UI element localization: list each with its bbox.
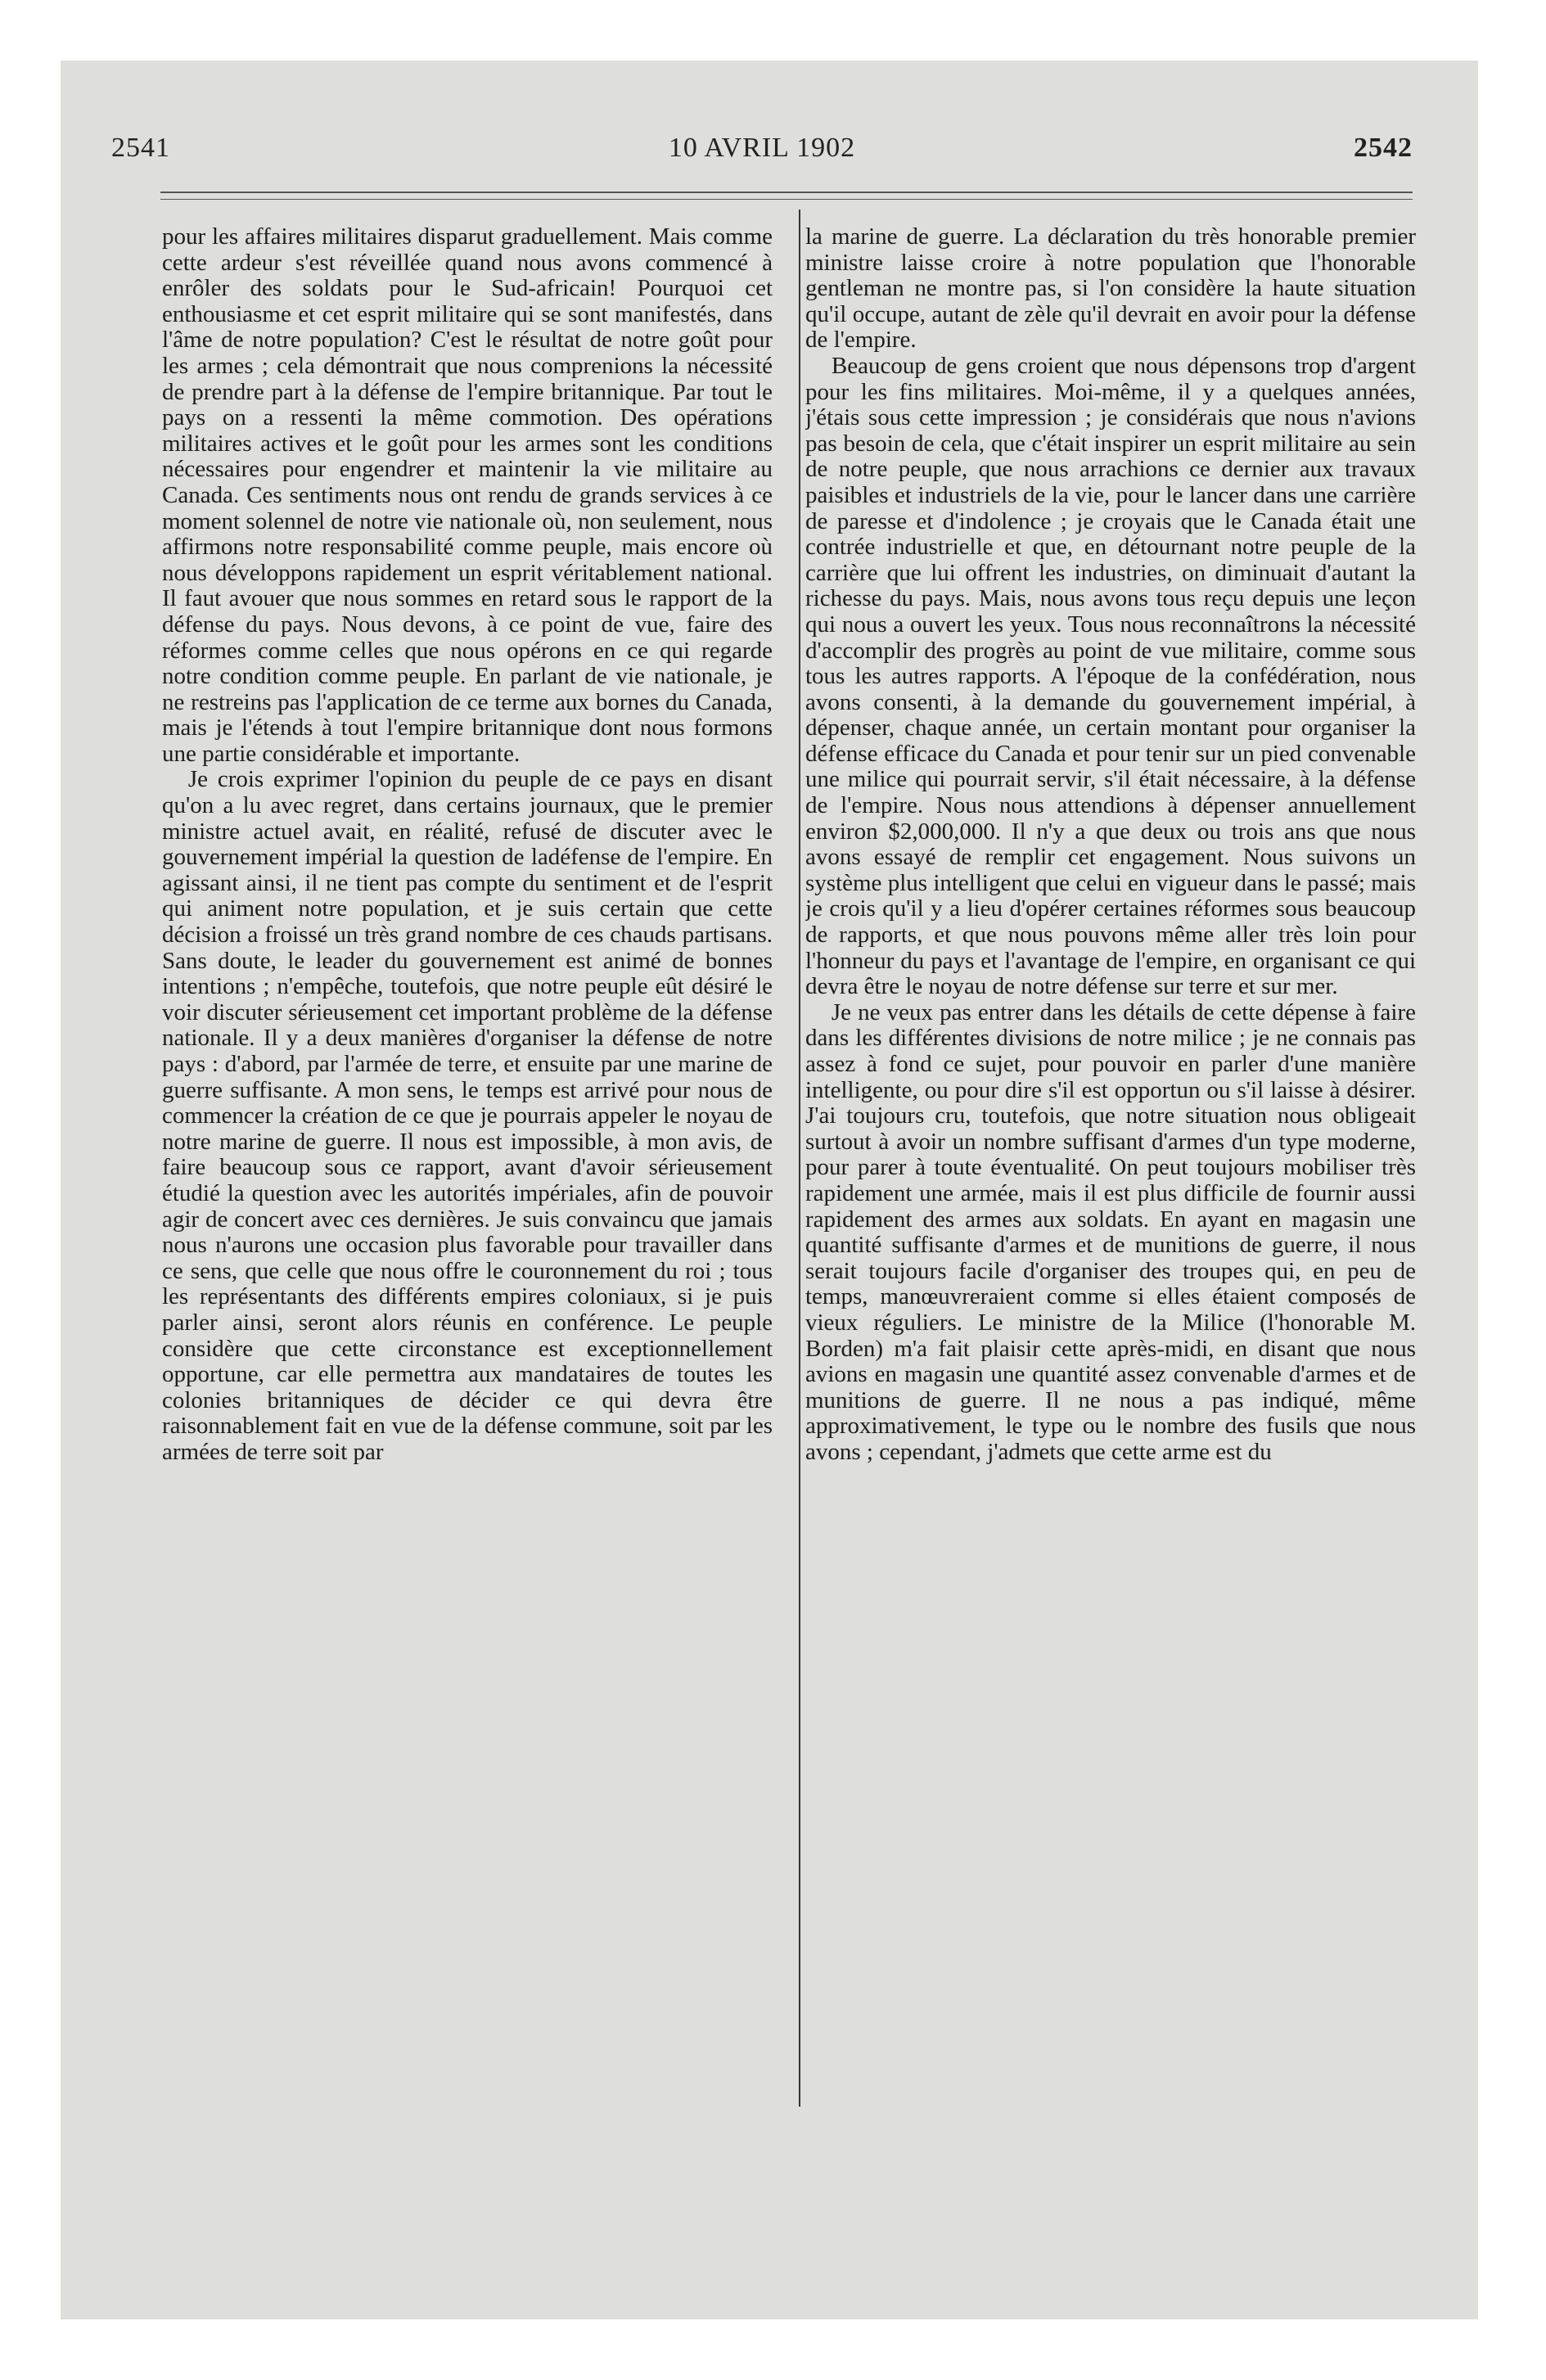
column-divider <box>799 210 800 2107</box>
header-rule <box>160 192 1413 193</box>
page-header <box>111 133 1413 175</box>
page-date: 10 AVRIL 1902 <box>668 133 856 163</box>
paragraph: Je crois exprimer l'opinion du peuple de ce pays en disant qu'on a lu avec regret, dans certains journaux, que le premier ministre actuel avait, en réalité, refusé de discuter avec le gouvernement impérial la question de ladéfense de l'empire. En agissant ainsi, il ne tient pas compte du sentiment et de l'esprit qui animent notre population, et je suis certain que cette décision a froissé un très grand nombre de ces chauds partisans. Sans doute, le leader du gouvernement est animé de bonnes intentions ; n'empêche, toutefois, que notre peuple eût désiré le voir discuter sérieusement cet important problème de la défense nationale. Il y a deux manières d'organiser la défense de notre pays : d'abord, par l'armée de terre, et ensuite par une marine de guerre suffisante. A mon sens, le temps est arrivé pour nous de commencer la création de ce que je pourrais appeler le noyau de notre marine de guerre. Il nous est impossible, à mon avis, de faire beaucoup sous ce rapport, avant d'avoir sérieusement étudié la question avec les autorités impériales, afin de pouvoir agir de concert avec ces dernières. Je suis convaincu que jamais nous n'aurons une occasion plus favorable pour travailler dans ce sens, que celle que nous offre le couronnement du roi ; tous les représentants des différents empires coloniaux, si je puis parler ainsi, seront alors réunis en conférence. Le peuple considère que cette circonstance est exceptionnellement opportune, car elle permettra aux mandataires de toutes les colonies britanniques de décider ce qui devra être raisonnablement fait en vue de la défense commune, soit par les armées de terre soit par <box>162 766 773 1465</box>
paragraph: Beaucoup de gens croient que nous dépensons trop d'argent pour les fins militaires. Moi-même, il y a quelques années, j'étais sous cette impression ; je considérais que nous n'avions pas besoin de cela, que c'était inspirer un esprit militaire au sein de notre peuple, que nous arrachions ce dernier aux travaux paisibles et industriels de la vie, pour le lancer dans une carrière de paresse et d'indolence ; je croyais que le Canada était une contrée industrielle et que, en détournant notre peuple de la carrière que lui offrent les industries, on diminuait d'autant la richesse du pays. Mais, nous avons tous reçu depuis une leçon qui nous a ouvert les yeux. Tous nous reconnaîtrons la nécessité d'accomplir des progrès au point de vue militaire, comme sous tous les autres rapports. A l'époque de la confédération, nous avons consenti, à la demande du gouvernement impérial, à dépenser, chaque année, un certain montant pour organiser la défense efficace du Canada et pour tenir sur un pied convenable une milice qui pourrait servir, s'il était nécessaire, à la défense de l'empire. Nous nous attendions à dépenser annuellement environ $2,000,000. Il n'y a que deux ou trois ans que nous avons essayé de remplir cet engagement. Nous suivons un système plus intelligent que celui en vigueur dans le passé; mais je crois qu'il y a lieu d'opérer certaines réformes sous beaucoup de rapports, et que nous pouvons même aller très loin pour l'honneur du pays et l'avantage de l'empire, en organisant ce qui devra être le noyau de notre défense sur terre et sur mer. <box>805 352 1416 1000</box>
paragraph: Je ne veux pas entrer dans les détails de cette dépense à faire dans les différentes divisions de notre milice ; je ne connais pas assez à fond ce sujet, pour pouvoir en parler d'une manière intelligente, ou pour dire s'il est opportun ou s'il laisse à désirer. J'ai toujours cru, toutefois, que notre situation nous obligeait surtout à avoir un nombre suffisant d'armes d'un type moderne, pour parer à toute éventualité. On peut toujours mobiliser très rapidement une armée, mais il est plus difficile de fournir aussi rapidement des armes aux soldats. En ayant en magasin une quantité suffisante d'armes et de munitions de guerre, il nous serait toujours facile d'organiser des troupes qui, en peu de temps, manœuvreraient comme si elles étaient composés de vieux réguliers. Le ministre de la Milice (l'honorable M. Borden) m'a fait plaisir cette après-midi, en disant que nous avions en magasin une quantité assez convenable d'armes et de munitions de guerre. Il ne nous a pas indiqué, même approximativement, le type ou le nombre des fusils que nous avons ; cependant, j'admets que cette arme est du <box>805 998 1416 1465</box>
left-column <box>162 224 773 2107</box>
paragraph: la marine de guerre. La déclaration du très honorable premier ministre laisse croire à notre population que l'honorable gentleman ne montre pas, si l'on considère la haute situation qu'il occupe, autant de zèle qu'il devrait en avoir pour la défense de l'empire. <box>805 224 1416 354</box>
right-column <box>805 224 1416 2107</box>
paragraph: pour les affaires militaires disparut graduellement. Mais comme cette ardeur s'est réveillée quand nous avons commencé à enrôler des soldats pour le Sud-africain! Pourquoi cet enthousiasme et cet esprit militaire qui se sont manifestés, dans l'âme de notre population? C'est le résultat de notre goût pour les armes ; cela démontrait que nous comprenions la nécessité de prendre part à la défense de l'empire britannique. Par tout le pays on a ressenti la même commotion. Des opérations militaires actives et le goût pour les armes sont les conditions nécessaires pour engendrer et maintenir la vie militaire au Canada. Ces sentiments nous ont rendu de grands services à ce moment solennel de notre vie nationale où, non seulement, nous affirmons notre responsabilité comme peuple, mais encore où nous développons rapidement un esprit véritablement national. Il faut avouer que nous sommes en retard sous le rapport de la défense du pays. Nous devons, à ce point de vue, faire des réformes comme celles que nous opérons en ce qui regarde notre condition comme peuple. En parlant de vie nationale, je ne restreins pas l'application de ce terme aux bornes du Canada, mais je l'étends à tout l'empire britannique dont nous formons une partie considérable et importante. <box>162 224 773 767</box>
right-page-number: 2542 <box>1354 133 1413 163</box>
header-rule-thin <box>160 199 1413 200</box>
left-page-number: 2541 <box>111 133 170 163</box>
